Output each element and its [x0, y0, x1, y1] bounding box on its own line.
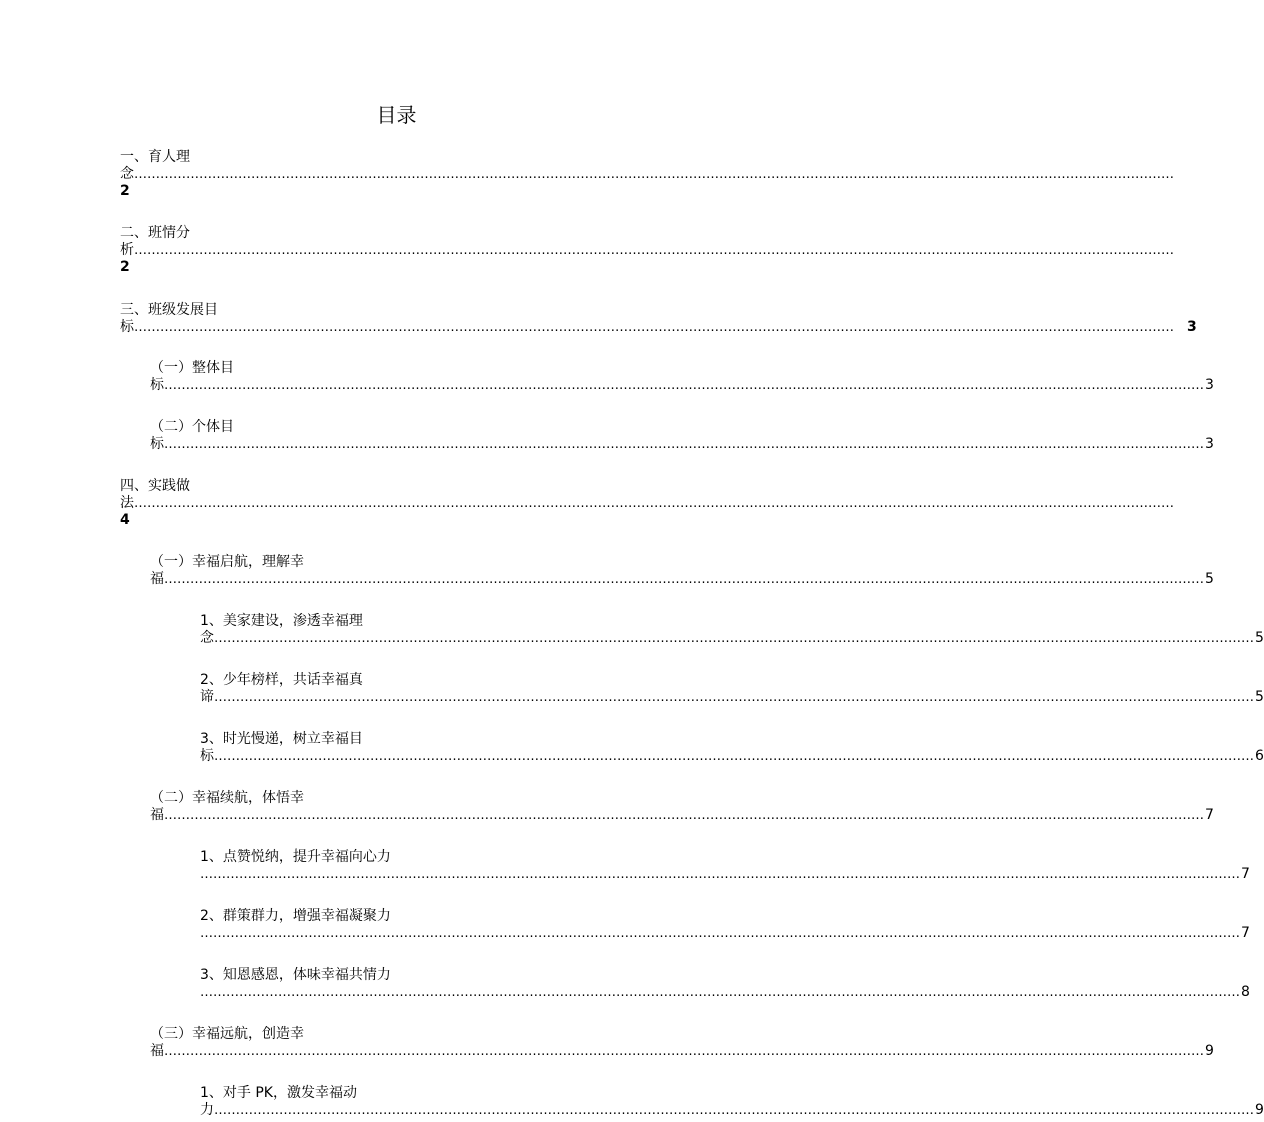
toc-leader-dots: ……………………………………………………………………………………………………………………………………………………………………………………………………………………: [134, 320, 1174, 335]
toc-page-number: 4: [120, 512, 130, 528]
toc-entry-label-tail: 福: [150, 571, 164, 587]
toc-page-number: 9: [1255, 1102, 1264, 1118]
toc-entry-label: （三）幸福远航，创造幸: [150, 1026, 304, 1042]
toc-entry-shaonian-bangyang[interactable]: [200, 672, 1264, 706]
toc-entry-label: （二）幸福续航，体悟幸: [150, 790, 304, 806]
toc-leader-dots: ……………………………………………………………………………………………………………………………………………………………………………………………………………………: [164, 437, 1204, 452]
toc-entry-label: （一）幸福启航，理解幸: [150, 554, 304, 570]
toc-entry-shijian-zuofa[interactable]: [120, 478, 1174, 529]
toc-entry-duishou-pk[interactable]: [200, 1085, 1264, 1119]
toc-entry-label: 一、育人理: [120, 149, 190, 165]
toc-page-number: 5: [1255, 689, 1264, 705]
toc-page-number: 9: [1205, 1043, 1214, 1059]
toc-leader-dots: ……………………………………………………………………………………………………………………………………………………………………………………………………………………: [164, 378, 1204, 393]
toc-entry-label-tail: 念: [200, 630, 214, 646]
toc-page-number: 7: [1241, 925, 1250, 941]
toc-entry-zhien-ganen[interactable]: [200, 967, 1250, 1001]
toc-leader-dots: ……………………………………………………………………………………………………………………………………………………………………………………………………………………: [214, 749, 1254, 764]
toc-entry-label-tail: 谛: [200, 689, 214, 705]
toc-entry-xingfu-xuhang[interactable]: [150, 790, 1214, 824]
toc-page-number: 5: [1255, 630, 1264, 646]
toc-entry-label-tail: 标: [150, 436, 164, 452]
toc-entry-label: 1、点赞悦纳，提升幸福向心力: [200, 849, 391, 865]
toc-entry-label-tail: 析: [120, 242, 134, 258]
toc-entry-label: 1、美家建设，渗透幸福理: [200, 613, 363, 629]
toc-entry-label: 2、少年榜样，共话幸福真: [200, 672, 363, 688]
toc-page-number: 8: [1241, 984, 1250, 1000]
toc-page-number: 6: [1255, 748, 1264, 764]
toc-entry-label: 四、实践做: [120, 478, 190, 494]
toc-page-number: 3: [1205, 377, 1214, 393]
toc-leader-dots: ……………………………………………………………………………………………………………………………………………………………………………………………………………………: [200, 926, 1240, 941]
toc-entry-xingfu-qihang[interactable]: [150, 554, 1214, 588]
toc-entry-label-tail: 念: [120, 166, 134, 182]
toc-page-number: 7: [1241, 866, 1250, 882]
toc-leader-dots: ……………………………………………………………………………………………………………………………………………………………………………………………………………………: [214, 690, 1254, 705]
toc-entry-zhengti-mubiao[interactable]: [150, 360, 1214, 394]
toc-page-number: 7: [1205, 807, 1214, 823]
toc-entry-qunce-qunli[interactable]: [200, 908, 1250, 942]
toc-entry-label: （一）整体目: [150, 360, 234, 376]
toc-entry-shiguang-mandi[interactable]: [200, 731, 1264, 765]
toc-entry-fazhan-mubiao[interactable]: [120, 302, 1197, 336]
toc-entry-label-tail: 标: [120, 319, 134, 335]
toc-entry-dianzan-yuena[interactable]: [200, 849, 1250, 883]
toc-entry-banqing-fenxi[interactable]: [120, 225, 1174, 276]
toc-page-number: 2: [120, 259, 130, 275]
toc-entry-label: 1、对手 PK，激发幸福动: [200, 1085, 357, 1101]
toc-page-number: 2: [120, 183, 130, 199]
toc-entry-label-tail: 标: [150, 377, 164, 393]
toc-entry-label-tail: 福: [150, 1043, 164, 1059]
toc-leader-dots: ……………………………………………………………………………………………………………………………………………………………………………………………………………………: [164, 808, 1204, 823]
toc-entry-label-tail: 福: [150, 807, 164, 823]
toc-leader-dots: ……………………………………………………………………………………………………………………………………………………………………………………………………………………: [134, 496, 1174, 511]
toc-entry-label-tail: 标: [200, 748, 214, 764]
toc-entry-label: （二）个体目: [150, 419, 234, 435]
toc-entry-label-tail: 法: [120, 495, 134, 511]
toc-leader-dots: ……………………………………………………………………………………………………………………………………………………………………………………………………………………: [214, 1103, 1254, 1118]
toc-entry-label: 3、时光慢递，树立幸福目: [200, 731, 363, 747]
toc-entry-label: 三、班级发展目: [120, 302, 218, 318]
toc-title: 目录: [376, 103, 417, 127]
toc-entry-xingfu-yuanhang[interactable]: [150, 1026, 1214, 1060]
toc-entry-meijia-jianshe[interactable]: [200, 613, 1264, 647]
toc-entry-geti-mubiao[interactable]: [150, 419, 1214, 453]
toc-entry-label: 2、群策群力，增强幸福凝聚力: [200, 908, 391, 924]
toc-leader-dots: ……………………………………………………………………………………………………………………………………………………………………………………………………………………: [200, 985, 1240, 1000]
toc-leader-dots: ……………………………………………………………………………………………………………………………………………………………………………………………………………………: [134, 243, 1174, 258]
toc-page-number: 3: [1187, 319, 1197, 335]
toc-entry-label: 二、班情分: [120, 225, 190, 241]
toc-leader-dots: ……………………………………………………………………………………………………………………………………………………………………………………………………………………: [164, 1044, 1204, 1059]
toc-leader-dots: ……………………………………………………………………………………………………………………………………………………………………………………………………………………: [214, 631, 1254, 646]
toc-entry-yuren-linian[interactable]: [120, 149, 1174, 200]
toc-leader-dots: ……………………………………………………………………………………………………………………………………………………………………………………………………………………: [164, 572, 1204, 587]
toc-leader-dots: ……………………………………………………………………………………………………………………………………………………………………………………………………………………: [134, 167, 1174, 182]
toc-page-number: 3: [1205, 436, 1214, 452]
toc-page-number: 5: [1205, 571, 1214, 587]
toc-entry-label-tail: 力: [200, 1102, 214, 1118]
toc-leader-dots: ……………………………………………………………………………………………………………………………………………………………………………………………………………………: [200, 867, 1240, 882]
toc-entry-label: 3、知恩感恩，体味幸福共情力: [200, 967, 391, 983]
